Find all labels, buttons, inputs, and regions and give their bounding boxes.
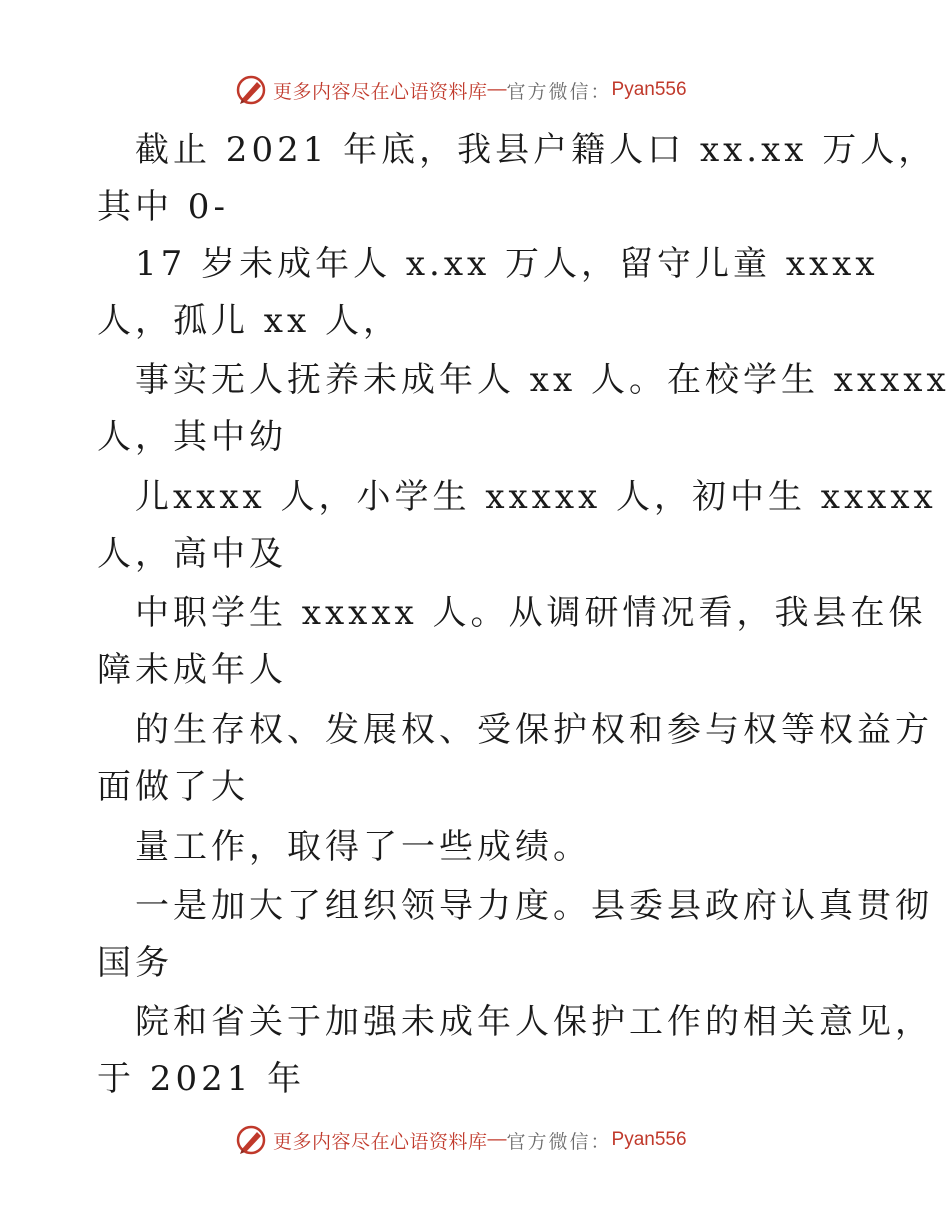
body-line: 人，孤儿 xx 人， bbox=[97, 301, 401, 341]
body-line: 17 岁未成年人 x.xx 万人，留守儿童 xxxx bbox=[135, 244, 879, 284]
body-line: 国务 bbox=[97, 943, 173, 983]
banner-site-text: 更多内容尽在心语资料库 bbox=[273, 80, 488, 103]
body-line: 院和省关于加强未成年人保护工作的相关意见， bbox=[135, 1002, 933, 1042]
body-line: 其中 0- bbox=[97, 187, 229, 227]
body-line: 人，其中幼 bbox=[97, 417, 287, 457]
banner-wechat-label: 官方微信： bbox=[506, 1130, 612, 1153]
banner-wechat-id: Pyan556 bbox=[611, 1129, 687, 1150]
banner-wechat-id: Pyan556 bbox=[611, 79, 687, 100]
banner-dash: — bbox=[487, 79, 507, 100]
banner-dash: — bbox=[487, 1129, 507, 1150]
body-line: 量工作，取得了一些成绩。 bbox=[135, 827, 591, 867]
body-line: 于 2021 年 bbox=[97, 1059, 306, 1099]
body-line: 截止 2021 年底，我县户籍人口 xx.xx 万人， bbox=[135, 130, 937, 170]
body-line: 障未成年人 bbox=[97, 650, 287, 690]
banner-wechat-label: 官方微信： bbox=[506, 80, 612, 103]
body-line: 人，高中及 bbox=[97, 534, 287, 574]
body-line: 中职学生 xxxxx 人。从调研情况看，我县在保 bbox=[135, 593, 927, 633]
body-line: 一是加大了组织领导力度。县委县政府认真贯彻 bbox=[135, 886, 933, 926]
header-banner bbox=[235, 72, 687, 108]
pen-circle-logo-icon bbox=[235, 74, 267, 106]
pen-circle-logo-icon bbox=[235, 1124, 267, 1156]
body-line: 的生存权、发展权、受保护权和参与权等权益方 bbox=[135, 710, 933, 750]
body-line: 事实无人抚养未成年人 xx 人。在校学生 xxxxx bbox=[135, 360, 950, 400]
body-line: 面做了大 bbox=[97, 767, 249, 807]
footer-banner bbox=[235, 1122, 687, 1158]
body-line: 儿xxxx 人，小学生 xxxxx 人，初中生 xxxxx bbox=[135, 477, 937, 517]
banner-site-text: 更多内容尽在心语资料库 bbox=[273, 1130, 488, 1153]
